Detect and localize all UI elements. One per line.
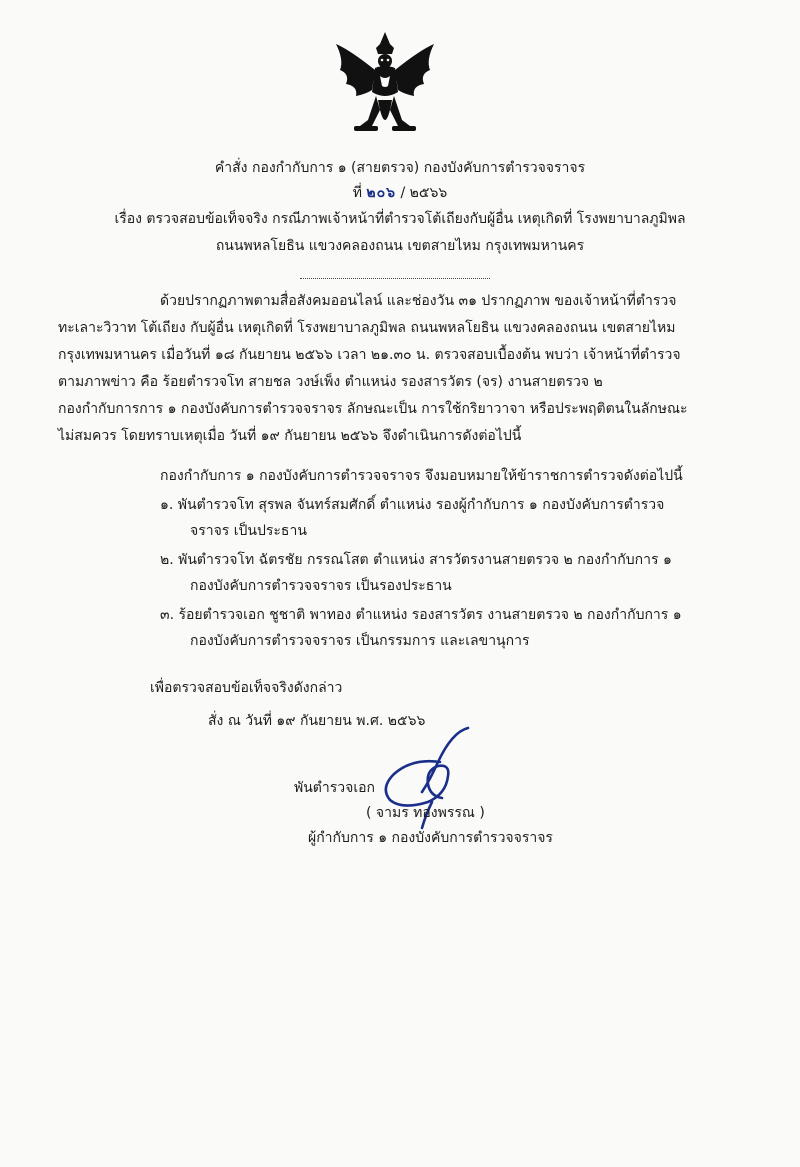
member-line: ๓. ร้อยตำรวจเอก ชูชาติ พาทอง ตำแหน่ง รองสารวัตร งานสายตรวจ ๒ กองกำกับการ ๑ bbox=[160, 607, 682, 623]
paragraph-line: ไม่สมควร โดยทราบเหตุเมื่อ วันที่ ๑๙ กันยายน ๒๕๖๖ จึงดำเนินการดังต่อไปนี้ bbox=[58, 428, 522, 444]
signer-name: ( จามร ทองพรรณ ) bbox=[366, 805, 485, 821]
subject-line-2: ถนนพหลโยธิน แขวงคลองถนน เขตสายไหม กรุงเทพมหานคร bbox=[215, 238, 585, 254]
subject-line-1: เรื่อง ตรวจสอบข้อเท็จจริง กรณีภาพเจ้าหน้าที่ตำรวจโต้เถียงกับผู้อื่น เหตุเกิดที่ โรงพยาบาลภูมิพล bbox=[114, 211, 686, 227]
order-number-prefix: ที่ bbox=[352, 185, 362, 201]
order-date: สั่ง ณ วันที่ ๑๙ กันยายน พ.ศ. ๒๕๖๖ bbox=[208, 713, 426, 729]
member-line: ๒. พันตำรวจโท ฉัตรชัย กรรณโสต ตำแหน่ง สารวัตรงานสายตรวจ ๒ กองกำกับการ ๑ bbox=[160, 552, 672, 568]
order-number bbox=[0, 183, 800, 203]
signer-position: ผู้กำกับการ ๑ กองบังคับการตำรวจจราจร bbox=[308, 830, 553, 846]
paragraph-line: ทะเลาะวิวาท โต้เถียง กับผู้อื่น เหตุเกิดที่ โรงพยาบาลภูมิพล ถนนพหลโยธิน แขวงคลองถนน เขตสายไหม bbox=[58, 320, 676, 336]
garuda-emblem-icon bbox=[330, 30, 440, 150]
order-number-suffix: / ๒๕๖๖ bbox=[400, 185, 448, 201]
assign-intro: กองกำกับการ ๑ กองบังคับการตำรวจจราจร จึงมอบหมายให้ข้าราชการตำรวจดังต่อไปนี้ bbox=[160, 468, 683, 484]
member-line: ๑. พันตำรวจโท สุรพล จันทร์สมศักดิ์ ตำแหน่ง รองผู้กำกับการ ๑ กองบังคับการตำรวจ bbox=[160, 497, 665, 513]
order-number-handwritten: ๒๐๖ bbox=[366, 185, 397, 201]
order-title: คำสั่ง กองกำกับการ ๑ (สายตรวจ) กองบังคับการตำรวจจราจร bbox=[214, 160, 586, 176]
purpose-line: เพื่อตรวจสอบข้อเท็จจริงดังกล่าว bbox=[150, 680, 343, 696]
signer-rank: พันตำรวจเอก bbox=[294, 780, 376, 796]
member-line: กองบังคับการตำรวจจราจร เป็นกรรมการ และเลขานุการ bbox=[190, 633, 530, 649]
paragraph-line: ด้วยปรากฏภาพตามสื่อสังคมออนไลน์ และช่องวัน ๓๑ ปรากฏภาพ ของเจ้าหน้าที่ตำรวจ bbox=[160, 293, 677, 309]
paragraph-line: กองกำกับการการ ๑ กองบังคับการตำรวจจราจร ลักษณะเป็น การใช้กริยาวาจา หรือประพฤติตนในลักษณะ bbox=[58, 401, 688, 417]
member-line: จราจร เป็นประธาน bbox=[190, 523, 307, 539]
member-line: กองบังคับการตำรวจจราจร เป็นรองประธาน bbox=[190, 578, 452, 594]
paragraph-line: กรุงเทพมหานคร เมื่อวันที่ ๑๘ กันยายน ๒๕๖๖ เวลา ๒๑.๓๐ น. ตรวจสอบเบื้องต้น พบว่า เจ้าหน้าที่ตำรวจ bbox=[58, 347, 681, 363]
paragraph-line: ตามภาพข่าว คือ ร้อยตำรวจโท สายชล วงษ์เพ็ง ตำแหน่ง รองสารวัตร (จร) งานสายตรวจ ๒ bbox=[58, 374, 603, 390]
dotted-divider bbox=[300, 278, 490, 279]
